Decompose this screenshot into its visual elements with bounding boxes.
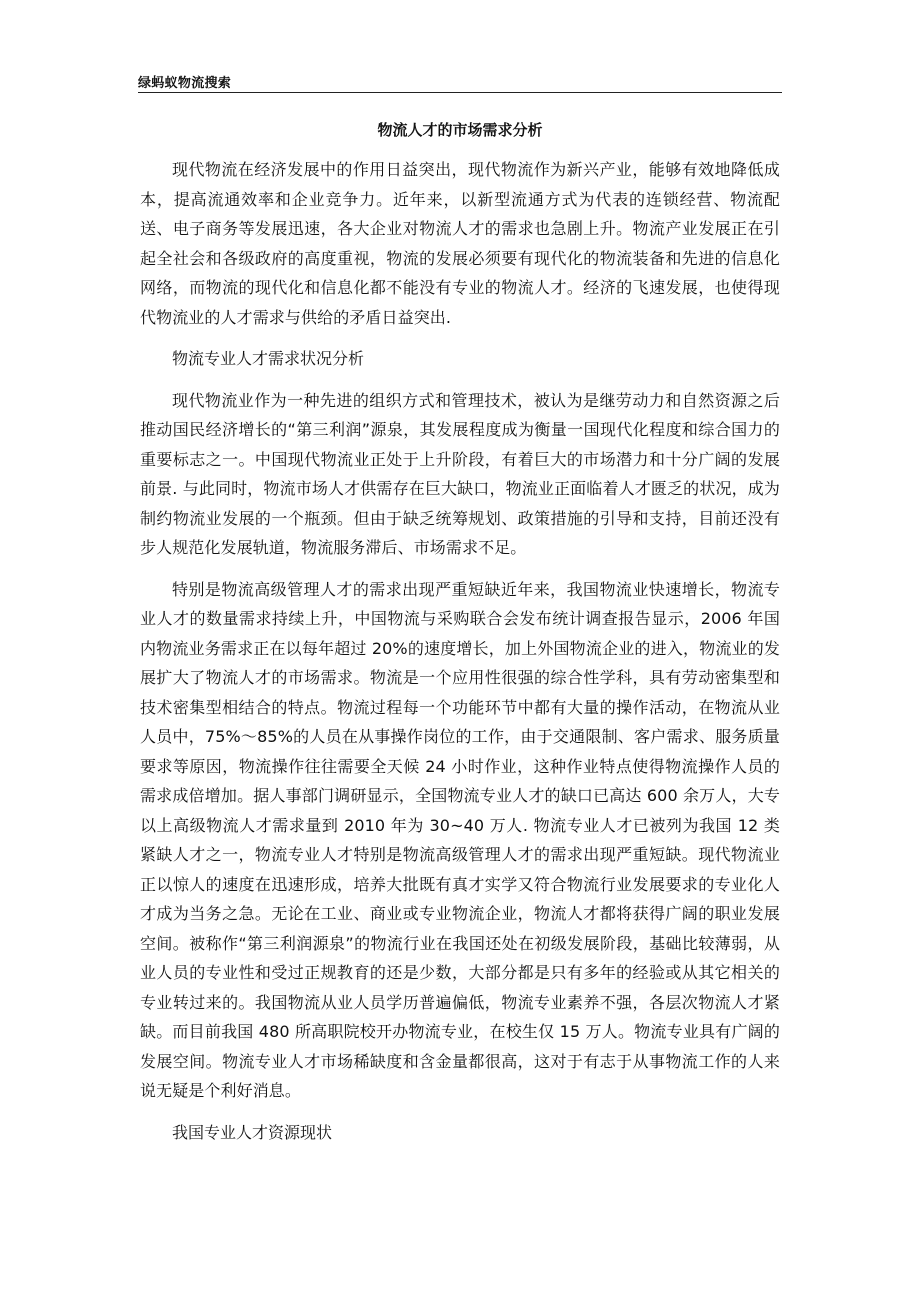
paragraph-intro: 现代物流在经济发展中的作用日益突出，现代物流作为新兴产业，能够有效地降低成本，提高流通效率和企业竞争力。近年来，以新型流通方式为代表的连锁经营、物流配送、电子商务等发展迅速，各大企业对物流人才的需求也急剧上升。物流产业发展正在引起全社会和各级政府的高度重视，物流的发展必须要有现代化的物流装备和先进的信息化网络，而物流的现代化和信息化都不能没有专业的物流人才。经济的飞速发展，也使得现代物流业的人才需求与供给的矛盾日益突出. [140, 160, 780, 327]
document-title: 物流人才的市场需求分析 [377, 121, 543, 139]
paragraph-talent-shortage: 特别是物流高级管理人才的需求出现严重短缺近年来，我国物流业快速增长，物流专业人才的数量需求持续上升，中国物流与采购联合会发布统计调查报告显示，2006 年国内物流业务需求正在以每年超过 20%的速度增长，加上外国物流企业的进入，物流业的发展扩大了物流人才的市场需求。物流是一个应用性很强的综合性学科，具有劳动密集型和技术密集型相结合的特点。物流过程每一个功能环节中都有大量的操作活动，在物流从业人员中，75%～85%的人员在从事操作岗位的工作，由于交通限制、客户需求、服务质量要求等原因，物流操作往往需要全天候 24 小时作业，这种作业特点使得物流操作人员的需求成倍增加。据人事部门调研显示，全国物流专业人才的缺口已高达 600 余万人，大专以上高级物流人才需求量到 2010 年为 30~40 万人. 物流专业人才已被列为我国 12 类紧缺人才之一，物流专业人才特别是物流高级管理人才的需求出现严重短缺。现代物流业正以惊人的速度在迅速形成，培养大批既有真才实学又符合物流行业发展要求的专业化人才成为当务之急。无论在工业、商业或专业物流企业，物流人才都将获得广阔的职业发展空间。被称作“第三利润源泉”的物流行业在我国还处在初级发展阶段，基础比较薄弱，从业人员的专业性和受过正规教育的还是少数，大部分都是只有多年的经验或从其它相关的专业转过来的。我国物流从业人员学历普遍偏低，物流专业素养不强，各层次物流人才紧缺。而目前我国 480 所高职院校开办物流专业，在校生仅 15 万人。物流专业具有广阔的发展空间。物流专业人才市场稀缺度和含金量都很高，这对于有志于从事物流工作的人来说无疑是个利好消息。 [140, 579, 780, 1100]
section-heading-demand-analysis: 物流专业人才需求状况分析 [172, 349, 365, 368]
section-heading-talent-status: 我国专业人才资源现状 [172, 1122, 333, 1142]
page-header [138, 70, 782, 93]
header-site-name: 绿蚂蚁物流搜索 [138, 76, 232, 91]
paragraph-modern-logistics: 现代物流业作为一种先进的组织方式和管理技术，被认为是继劳动力和自然资源之后推动国民经济增长的“第三利润”源泉，其发展程度成为衡量一国现代化程度和综合国力的重要标志之一。中国现代物流业正处于上升阶段，有着巨大的市场潜力和十分广阔的发展前景. 与此同时，物流市场人才供需存在巨大缺口，物流业正面临着人才匮乏的状况，成为制约物流业发展的一个瓶颈。但由于缺乏统筹规划、政策措施的引导和支持，目前还没有步人规范化发展轨道，物流服务滞后、市场需求不足。 [140, 390, 780, 557]
document-body [140, 155, 780, 1147]
